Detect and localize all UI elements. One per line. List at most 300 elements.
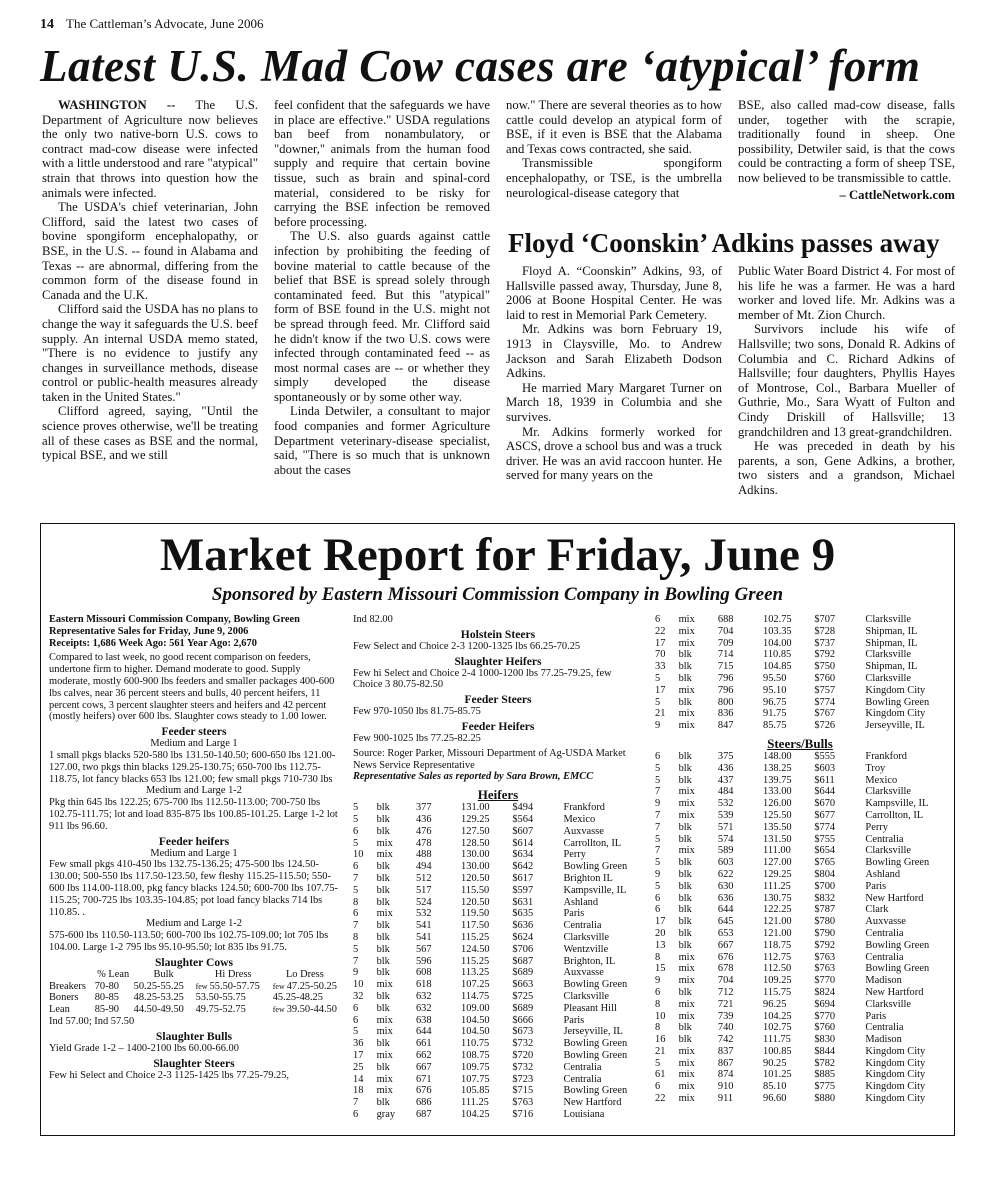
sale-row — [655, 952, 945, 964]
sale-cell: $844 — [814, 1045, 836, 1057]
article-column-1 — [42, 98, 258, 463]
sale-cell: 121.00 — [763, 916, 792, 928]
sale-cell: blk — [376, 884, 390, 896]
sale-cell: blk — [678, 750, 692, 762]
sale-cell: 5 — [353, 884, 359, 896]
cows-header-cell — [49, 969, 95, 981]
sale-cell: mix — [678, 637, 695, 649]
paragraph: Clifford said the USDA has no plans to change the way it safeguards the U.S. beef supply. An internal USDA memo stated, "There is no evidence to justify any changes in surveillance methods, disease control or public-health measures already taken in the United States." — [42, 302, 258, 404]
sale-cell: 96.25 — [763, 998, 787, 1010]
sale-cell: 704 — [717, 625, 734, 637]
sale-cell: Centralia — [865, 1022, 904, 1034]
sale-cell: 644 — [415, 1026, 432, 1038]
sale-cell: Bowling Green — [865, 963, 930, 975]
grade-label: Medium and Large 1-2 — [146, 918, 242, 930]
sale-cell: 377 — [415, 802, 432, 814]
article-column-4 — [738, 98, 955, 202]
sale-cell: $757 — [814, 684, 836, 696]
sale-cell: 541 — [415, 931, 432, 943]
sale-row — [655, 904, 945, 916]
sale-cell: 5 — [655, 696, 661, 708]
sale-cell: $617 — [512, 872, 534, 884]
sale-cell: 25 — [353, 1061, 364, 1073]
sale-cell: 9 — [655, 975, 661, 987]
sale-row — [353, 802, 643, 814]
sale-cell: 104.00 — [763, 637, 792, 649]
sale-cell: 33 — [655, 661, 666, 673]
sale-cell: mix — [678, 1069, 695, 1081]
sale-row — [655, 763, 945, 775]
sale-cell: 571 — [717, 821, 734, 833]
sale-cell: Bowling Green — [865, 939, 930, 951]
steers-bulls-heading: Steers/Bulls — [767, 735, 833, 751]
sale-cell: blk — [376, 896, 390, 908]
section-heading: Feeder Heifers — [461, 719, 535, 733]
cows-header-cell: Lo Dress — [285, 968, 324, 980]
sale-cell: Kingdom City — [865, 1093, 926, 1105]
sale-cell: 437 — [717, 774, 734, 786]
sale-cell: $760 — [814, 1022, 836, 1034]
sale-row — [655, 775, 945, 787]
sale-cell: Clarksville — [865, 998, 912, 1010]
paragraph: The U.S. Department of Agriculture now believes the only two native-born U.S. cows to contract mad-cow disease were infected with a little understood and rare "atypical" strain that throws into question how the animals were infected. — [42, 98, 258, 200]
sale-cell: $603 — [814, 762, 836, 774]
sale-cell: 478 — [415, 837, 432, 849]
sale-cell: $663 — [512, 979, 534, 991]
sale-cell: Kingdom City — [865, 1045, 926, 1057]
paragraph: now." There are several theories as to how cattle could develop an atypical form of BSE, if it even is BSE that the Alabama and Texas cows contracted, she said. — [506, 98, 722, 156]
sale-row — [353, 1074, 643, 1086]
paragraph: Floyd A. “Coonskin” Adkins, 93, of Hallsville passed away, Thursday, June 8, 2006 at Boone Hospital Center. He was laid to rest in Memorial Park Cemetery. — [506, 264, 722, 322]
sale-cell: 867 — [717, 1057, 734, 1069]
cows-cell: Breakers — [49, 980, 86, 992]
sale-cell: 61 — [655, 1069, 666, 1081]
sale-cell: mix — [678, 1081, 695, 1093]
company-name: Eastern Missouri Commission Company, Bowling Green — [49, 614, 300, 625]
sale-cell: 704 — [717, 975, 734, 987]
sale-cell: 124.50 — [461, 943, 490, 955]
sale-row — [655, 975, 945, 987]
sale-cell: 6 — [655, 986, 661, 998]
sale-cell: Paris — [563, 1014, 585, 1026]
sale-cell: blk — [376, 802, 390, 814]
sale-cell: 686 — [415, 1097, 432, 1109]
sale-row — [655, 987, 945, 999]
sale-cell: 115.50 — [461, 884, 490, 896]
sale-cell: 638 — [415, 1014, 432, 1026]
sale-cell: $750 — [814, 661, 836, 673]
sale-cell: Centralia — [865, 833, 904, 845]
sale-row — [353, 861, 643, 873]
sale-cell: 494 — [415, 861, 432, 873]
sale-row — [655, 649, 945, 661]
sale-cell: 796 — [717, 672, 734, 684]
sale-cell: 109.25 — [763, 975, 792, 987]
sale-cell: 667 — [717, 939, 734, 951]
sale-cell: 111.25 — [763, 880, 791, 892]
sale-cell: 104.50 — [461, 1026, 490, 1038]
sale-row — [655, 869, 945, 881]
sale-cell: Centralia — [865, 927, 904, 939]
sale-cell: mix — [678, 684, 695, 696]
sale-cell: 5 — [655, 672, 661, 684]
sale-cell: Brighton IL — [563, 872, 613, 884]
sale-cell: blk — [678, 661, 692, 673]
sale-cell: 6 — [655, 904, 661, 916]
sale-cell: blk — [678, 939, 692, 951]
sale-cell: 5 — [353, 813, 359, 825]
sale-cell: blk — [376, 872, 390, 884]
sale-cell: Perry — [865, 821, 888, 833]
sale-row — [655, 626, 945, 638]
sale-row — [655, 881, 945, 893]
sale-cell: blk — [678, 774, 692, 786]
sale-cell: Frankford — [563, 802, 605, 814]
sale-cell: 130.00 — [461, 861, 490, 873]
cows-cell: 48.25-53.25 — [133, 992, 184, 1004]
cows-cell: Boners — [49, 992, 79, 1004]
sale-cell: Auxvasse — [563, 967, 604, 979]
market-column-2 — [353, 614, 643, 1121]
sale-cell: New Hartford — [865, 892, 924, 904]
sale-cell: blk — [376, 967, 390, 979]
sale-cell: $832 — [814, 892, 836, 904]
sale-cell: $700 — [814, 880, 836, 892]
sale-cell: 110.85 — [763, 649, 792, 661]
sale-cell: 589 — [717, 845, 734, 857]
sale-cell: Jerseyville, IL — [563, 1026, 623, 1038]
sale-row — [353, 1050, 643, 1062]
sale-cell: 15 — [655, 963, 666, 975]
sale-row — [655, 720, 945, 732]
cows-cell: few 39.50-44.50 — [272, 1004, 337, 1016]
sale-row — [655, 810, 945, 822]
sale-cell: 436 — [717, 762, 734, 774]
sale-cell: 148.00 — [763, 750, 792, 762]
sale-cell: 138.25 — [763, 762, 792, 774]
sale-cell: 115.25 — [461, 931, 490, 943]
sale-cell: Kingdom City — [865, 1069, 926, 1081]
price-text: Pkg thin 645 lbs 122.25; 675-700 lbs 112.50-113.00; 700-750 lbs 102.75-111.75; lot and load 835-875 lbs 100.85-101.25. Large 1-2 lot 911 lbs 96.60. — [49, 797, 338, 832]
cows-cell: Lean — [49, 1004, 70, 1016]
sale-cell: blk — [678, 833, 692, 845]
sale-cell: 102.75 — [763, 1022, 792, 1034]
sale-cell: 541 — [415, 920, 432, 932]
sale-cell: $624 — [512, 931, 534, 943]
sale-cell: Madison — [865, 975, 902, 987]
sale-cell: $644 — [814, 786, 836, 798]
sale-cell: $775 — [814, 1081, 836, 1093]
sale-cell: Clarksville — [865, 649, 912, 661]
sale-cell: 9 — [655, 720, 661, 732]
article-column-2 — [274, 98, 490, 477]
sale-cell: 517 — [415, 884, 432, 896]
sale-cell: 6 — [353, 861, 359, 873]
sale-cell: 618 — [415, 979, 432, 991]
sale-cell: 107.25 — [461, 979, 490, 991]
cows-cell: few 47.25-50.25 — [272, 980, 337, 992]
price-text: Few Select and Choice 2-3 1200-1325 lbs 66.25-70.25 — [353, 640, 581, 652]
sale-cell: Shipman, IL — [865, 625, 918, 637]
sale-row — [353, 814, 643, 826]
price-text: 1 small pkgs blacks 520-580 lbs 131.50-140.50; 600-650 lbs 121.00-127.00, two pkgs thin blacks 129.25-130.75; 650-700 lbs 112.75-118.75, lot fancy blacks 653 lbs 121.00; few small pkgs 710-730 lbs — [49, 749, 336, 785]
paragraph: Public Water Board District 4. For most of his life he was a farmer. He was a hard worker and loved life. Mr. Adkins was a member of Mt. Zion Church. — [738, 264, 955, 322]
price-text: Few 970-1050 lbs 81.75-85.75 — [353, 706, 481, 718]
sale-cell: 7 — [353, 1097, 359, 1109]
sale-cell: $782 — [814, 1057, 836, 1069]
sale-cell: 117.50 — [461, 920, 490, 932]
sale-cell: mix — [678, 809, 695, 821]
sale-cell: mix — [678, 708, 695, 720]
sale-row — [655, 1046, 945, 1058]
sale-cell: blk — [678, 986, 692, 998]
sale-row — [353, 885, 643, 897]
sale-cell: 847 — [717, 720, 734, 732]
sale-cell: $763 — [814, 951, 836, 963]
sale-cell: 796 — [717, 684, 734, 696]
article-column-3 — [506, 98, 722, 200]
publication-name: The Cattleman’s Advocate, June 2006 — [66, 16, 264, 31]
sale-cell: 113.25 — [461, 967, 490, 979]
sale-cell: mix — [376, 1014, 393, 1026]
sale-cell: 488 — [415, 849, 432, 861]
sale-cell: $765 — [814, 857, 836, 869]
steers-bulls-sales-table — [655, 751, 945, 1105]
sale-cell: $611 — [814, 774, 835, 786]
heifers-sales-table-continued — [655, 614, 945, 732]
sale-cell: Wentzville — [563, 943, 609, 955]
sale-cell: 104.25 — [461, 1108, 490, 1120]
sale-cell: 127.50 — [461, 825, 490, 837]
dateline: WASHINGTON -- — [58, 98, 176, 112]
sale-cell: 5 — [655, 774, 661, 786]
sale-cell: blk — [376, 1061, 390, 1073]
sale-cell: $614 — [512, 837, 534, 849]
sale-cell: blk — [678, 672, 692, 684]
sale-cell: 715 — [717, 661, 734, 673]
market-column-3 — [655, 614, 945, 1105]
sale-cell: $774 — [814, 821, 836, 833]
sale-cell: 667 — [415, 1061, 432, 1073]
heifers-heading: Heifers — [477, 787, 519, 803]
sale-cell: 104.25 — [763, 1010, 792, 1022]
sale-cell: 36 — [353, 1038, 364, 1050]
sale-cell: Centralia — [563, 1073, 602, 1085]
sale-cell: $792 — [814, 649, 836, 661]
section-heading: Feeder Steers — [464, 693, 532, 707]
sale-cell: 112.50 — [763, 963, 792, 975]
sale-cell: 16 — [655, 1034, 666, 1046]
sale-cell: mix — [678, 798, 695, 810]
sale-cell: 375 — [717, 750, 734, 762]
sale-cell: 6 — [353, 908, 359, 920]
sale-row — [655, 999, 945, 1011]
sale-cell: Troy — [865, 762, 886, 774]
sale-cell: 739 — [717, 1010, 734, 1022]
sale-cell: 104.85 — [763, 661, 792, 673]
sale-cell: 7 — [655, 845, 661, 857]
sale-cell: 130.00 — [461, 849, 490, 861]
sale-cell: blk — [678, 892, 692, 904]
sale-cell: 910 — [717, 1081, 734, 1093]
sale-cell: 676 — [415, 1085, 432, 1097]
sale-row — [353, 944, 643, 956]
sale-row — [655, 963, 945, 975]
sale-cell: 567 — [415, 943, 432, 955]
sale-cell: $716 — [512, 1108, 534, 1120]
sale-cell: 121.00 — [763, 927, 792, 939]
sale-cell: mix — [376, 849, 393, 861]
obituary-column-2 — [738, 264, 955, 498]
sale-cell: 10 — [655, 1010, 666, 1022]
sale-row — [353, 908, 643, 920]
sale-cell: 5 — [353, 1026, 359, 1038]
sale-cell: Kingdom City — [865, 1057, 926, 1069]
market-report-title: Market Report for Friday, June 9 — [159, 529, 836, 581]
sale-row — [655, 697, 945, 709]
sale-cell: $634 — [512, 849, 534, 861]
sale-cell: blk — [678, 696, 692, 708]
sale-cell: Kampsville, IL — [865, 798, 929, 810]
sale-cell: blk — [376, 825, 390, 837]
sale-cell: mix — [678, 625, 695, 637]
grade-label: Medium and Large 1-2 — [146, 785, 242, 797]
sale-cell: Bowling Green — [563, 1049, 628, 1061]
sale-row — [353, 873, 643, 885]
sale-cell: Clarksville — [865, 845, 912, 857]
sale-cell: 104.50 — [461, 1014, 490, 1026]
sale-cell: 90.25 — [763, 1057, 787, 1069]
sale-row — [655, 928, 945, 940]
sale-cell: 539 — [717, 809, 734, 821]
sale-cell: $677 — [814, 809, 836, 821]
sale-cell: blk — [678, 1022, 692, 1034]
sale-cell: 653 — [717, 927, 734, 939]
sale-row — [655, 786, 945, 798]
sale-cell: 102.75 — [763, 614, 792, 625]
sale-cell: 112.75 — [763, 951, 792, 963]
sale-cell: $732 — [512, 1038, 534, 1050]
sale-cell: 596 — [415, 955, 432, 967]
sale-cell: $555 — [814, 750, 836, 762]
sale-cell: 111.25 — [461, 1097, 489, 1109]
sale-row — [655, 673, 945, 685]
sale-cell: mix — [678, 975, 695, 987]
grade-label: Medium and Large 1 — [150, 738, 238, 750]
sale-cell: mix — [376, 1049, 393, 1061]
sale-row — [353, 826, 643, 838]
sale-cell: 603 — [717, 857, 734, 869]
sale-cell: 7 — [353, 955, 359, 967]
source-credit: Source: Roger Parker, Missouri Department of Ag-USDA Market News Service Representative — [353, 747, 626, 771]
sale-cell: 120.50 — [461, 872, 490, 884]
sale-row — [655, 845, 945, 857]
sale-cell: $687 — [512, 955, 534, 967]
sale-cell: 111.75 — [763, 1034, 791, 1046]
paragraph: Mr. Adkins was born February 19, 1913 in Claysville, Mo. to Andrew Jackson and Sarah Elizabeth Dodson Adkins. — [506, 322, 722, 381]
byline: – CattleNetwork.com — [839, 187, 955, 202]
sale-cell: Bowling Green — [865, 696, 930, 708]
sale-cell: mix — [678, 963, 695, 975]
sale-cell: New Hartford — [563, 1097, 622, 1109]
sale-cell: $790 — [814, 927, 836, 939]
sale-cell: 91.75 — [763, 708, 787, 720]
sale-cell: mix — [678, 1010, 695, 1022]
sale-cell: 574 — [717, 833, 734, 845]
sale-cell: $564 — [512, 813, 534, 825]
sale-cell: $706 — [512, 943, 534, 955]
sale-cell: mix — [376, 979, 393, 991]
cows-cell: 80-85 — [94, 992, 119, 1004]
sale-row — [353, 979, 643, 991]
sale-cell: 721 — [717, 998, 734, 1010]
sale-cell: $763 — [512, 1097, 534, 1109]
sale-cell: blk — [376, 1002, 390, 1014]
sale-cell: blk — [376, 813, 390, 825]
sale-cell: 129.25 — [461, 813, 490, 825]
sale-cell: 484 — [717, 786, 734, 798]
sale-cell: 21 — [655, 1045, 666, 1057]
sale-row — [655, 1058, 945, 1070]
sale-cell: $642 — [512, 861, 534, 873]
cows-cell: 50.25-55.25 — [133, 980, 184, 992]
sale-row — [655, 822, 945, 834]
sale-cell: 139.75 — [763, 774, 792, 786]
sale-cell: mix — [376, 837, 393, 849]
sale-cell: Bowling Green — [563, 861, 628, 873]
sale-cell: blk — [376, 861, 390, 873]
sale-cell: Ashland — [563, 896, 599, 908]
sale-row — [353, 1015, 643, 1027]
sale-cell: 126.00 — [763, 798, 792, 810]
cows-header-row — [49, 969, 339, 981]
sale-cell: 95.50 — [763, 672, 787, 684]
sale-cell: Auxvasse — [865, 916, 906, 928]
sale-cell: 5 — [655, 1057, 661, 1069]
sale-cell: 14 — [353, 1073, 364, 1085]
section-heading: Slaughter Bulls — [155, 1029, 233, 1043]
sale-cell: 8 — [655, 998, 661, 1010]
sale-cell: 911 — [717, 1093, 734, 1105]
sale-cell: Frankford — [865, 750, 907, 762]
sale-cell: 129.25 — [763, 868, 792, 880]
sale-row — [655, 834, 945, 846]
sale-cell: $707 — [814, 614, 836, 625]
paragraph: The USDA's chief veterinarian, John Clifford, said the latest two cases of bovine spongiform encephalopathy, or BSE, in the U.S. -- found in Alabama and Texas -- are abnormal, differing from the common form of the disease found in Canada and the U.K. — [42, 200, 258, 302]
sale-cell: Kingdom City — [865, 684, 926, 696]
sale-cell: 9 — [353, 967, 359, 979]
sale-cell: 122.25 — [763, 904, 792, 916]
price-text: Few hi Select and Choice 2-3 1125-1425 lbs 77.25-79.25, — [49, 1069, 290, 1081]
sale-cell: 85.75 — [763, 720, 787, 732]
sale-cell: $666 — [512, 1014, 534, 1026]
sale-row — [353, 1097, 643, 1109]
sale-cell: gray — [376, 1108, 396, 1120]
sale-cell: 645 — [717, 916, 734, 928]
sale-cell: 512 — [415, 872, 432, 884]
sale-row — [655, 661, 945, 673]
section-heading: Feeder heifers — [158, 834, 230, 848]
sale-cell: $635 — [512, 908, 534, 920]
sale-cell: $824 — [814, 986, 836, 998]
sale-cell: 10 — [353, 979, 364, 991]
sale-cell: 17 — [655, 684, 666, 696]
sale-row — [353, 1085, 643, 1097]
sale-cell: 7 — [353, 920, 359, 932]
sale-cell: 111.00 — [763, 845, 791, 857]
sale-cell: 6 — [353, 1002, 359, 1014]
sale-cell: Shipman, IL — [865, 637, 918, 649]
